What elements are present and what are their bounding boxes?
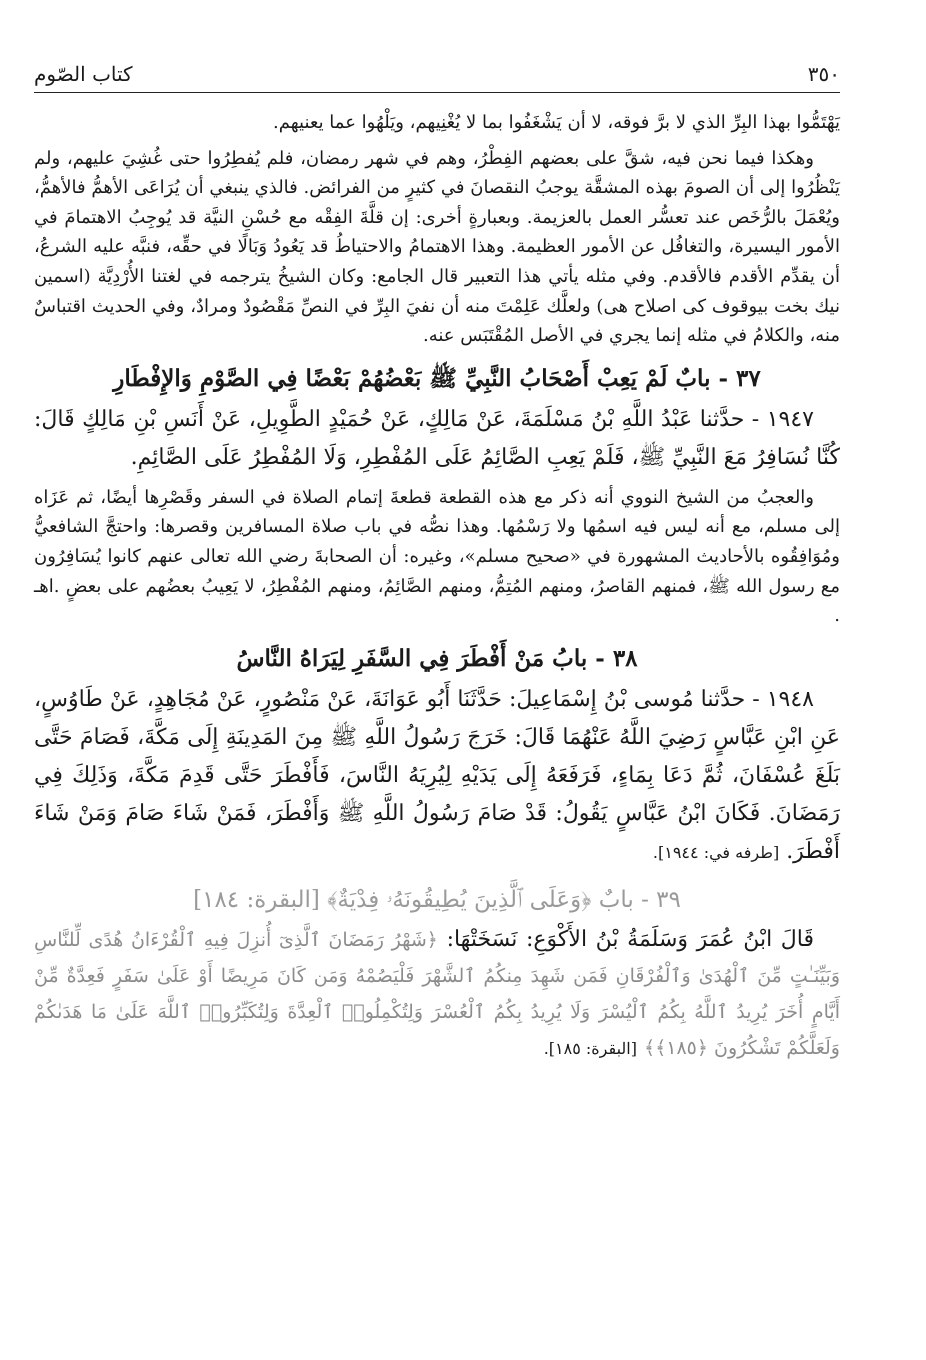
- chapter-heading-37: ٣٧ - بابٌ لَمْ يَعِبْ أَصْحَابُ النَّبِيِّ ﷺ بَعْضُهُمْ بَعْضًا فِي الصَّوْمِ وَالإِفْطَارِ: [113, 364, 761, 392]
- page-header: [34, 52, 840, 93]
- chapter-heading-38: ٣٨ - بابُ مَنْ أَفْطَرَ فِي السَّفَرِ لِيَرَاهُ النَّاسُ: [236, 644, 638, 672]
- chapter-heading-39: ٣٩ - بابٌ ﴿وَعَلَى ٱلَّذِينَ يُطِيقُونَهُۥ فِدْيَةٌ﴾ [البقرة: ١٨٤]: [193, 886, 681, 913]
- quran-verse: ﴿شَهْرُ رَمَضَانَ ٱلَّذِىٓ أُنزِلَ فِيهِ ٱلْقُرْءَانُ هُدًى لِّلنَّاسِ وَبَيِّنَـٰتٍ مِّنَ ٱلْهُدَىٰ وَٱلْفُرْقَانِ فَمَن شَهِدَ مِنكُمُ ٱلشَّهْرَ فَلْيَصُمْهُ وَمَن كَانَ مَرِيضًا أَوْ عَلَىٰ سَفَرٍ فَعِدَّةٌ مِّنْ أَيَّامٍ أُخَرَ يُرِيدُ ٱللَّهُ بِكُمُ ٱلْيُسْرَ وَلَا يُرِيدُ بِكُمُ ٱلْعُسْرَ وَلِتُكْمِلُوا۟ ٱلْعِدَّةَ وَلِتُكَبِّرُوا۟ ٱللَّهَ عَلَىٰ مَا هَدَىٰكُمْ وَلَعَلَّكُمْ تَشْكُرُونَ ﴿١٨٥﴾﴾: [34, 928, 840, 1059]
- hadith-39: [34, 922, 840, 1067]
- hadith-1948-text: ١٩٤٨ - حدَّثنا مُوسى بْنُ إِسْمَاعِيلَ: حَدَّثَنَا أَبُو عَوَانَةَ، عَنْ مَنْصُورٍ، عَنْ مُجَاهِدٍ، عَنْ طَاوُسٍ، عَنِ ابْنِ عَبَّاسٍ رَضِيَ اللَّهُ عَنْهُمَا قَالَ: خَرَجَ رَسُولُ اللَّهِ ﷺ مِنَ المَدِينَةِ إِلَى مَكَّةَ، فَصَامَ حَتَّى بَلَغَ عُسْفَانَ، ثُمَّ دَعَا بِمَاءٍ، فَرَفَعَهُ إِلَى يَدَيْهِ لِيُرِيَهُ النَّاسَ، فَأَفْطَرَ حَتَّى قَدِمَ مَكَّةَ، وَذَلِكَ فِي رَمَضَانَ. فَكَانَ ابْنُ عَبَّاسٍ يَقُولُ: قَدْ صَامَ رَسُولُ اللَّهِ ﷺ وَأَفْطَرَ، فَمَنْ شَاءَ صَامَ وَمَنْ شَاءَ أَفْطَرَ.: [34, 686, 840, 864]
- verse-reference: [البقرة: ١٨٥].: [543, 1038, 637, 1058]
- page-number: ٣٥٠: [807, 62, 840, 86]
- hadith-1947: ١٩٤٧ - حدَّثنا عَبْدُ اللَّهِ بْنُ مَسْلَمَةَ، عَنْ مَالِكٍ، عَنْ حُمَيْدٍ الطَّوِيلِ، عَنْ أَنَسِ بْنِ مَالِكٍ قَالَ: كُنَّا نُسَافِرُ مَعَ النَّبِيِّ ﷺ، فَلَمْ يَعِبِ الصَّائِمُ عَلَى المُفْطِرِ، وَلَا المُفْطِرُ عَلَى الصَّائِمِ.: [34, 406, 840, 470]
- book-title: كتاب الصّوم: [34, 62, 133, 86]
- commentary-paragraph: يَهْتَمُّوا بهذا البِرِّ الذي لا برَّ فوقه، لا أن يَشْغَفُوا بما لا يُغْنِيهم، ويَلْهُوا عما يعنيهم.: [273, 112, 840, 133]
- hadith-1948: [34, 681, 840, 872]
- commentary-paragraph: والعجبُ من الشيخ النووي أنه ذكر مع هذه القطعة قطعةَ إتمام الصلاة في السفر وقَصْرِها أيضًا، ثم عَزَاه إلى مسلم، مع أنه ليس فيه اسمُها ولا رَسْمُها. وهذا نصُّه في باب صلاة المسافرين وقصرها: واحتجَّ الشافعيُّ ومُوَافِقُوه بالأحاديث المشهورة في «صحيح مسلم»، وغيره: أن الصحابةَ رضي الله تعالى عنهم كانوا يُسَافِرُون مع رسول الله ﷺ، فمنهم القاصرُ، ومنهم المُتِمُّ، ومنهم الصَّائِمُ، ومنهم المُفْطِرُ، لا يَعِيبُ بعضُهم على بعضٍ .اهـ .: [34, 486, 840, 627]
- hadith-1948-reference: [طرفه في: ١٩٤٤].: [652, 842, 780, 862]
- commentary-paragraph: وهكذا فيما نحن فيه، شقَّ على بعضهم الفِطْرُ، وهم في شهر رمضان، فلم يُفطِرُوا حتى غُشِيَ عليهم، ولم يَنْظُرُوا إلى أن الصومَ بهذه المشقَّة يوجبُ النقصانَ في كثيرٍ من الفرائض. فالذي ينبغي أن يُرَاعَى الأهمُّ فالأهمُّ، ويُعْمَلَ بالرُّخَص عند تعسُّر العمل بالعزيمة. وبعبارةٍ أخرى: إن قلَّةَ الفِقْه مع حُسْنِ النيَّة قد يُوجِبُ الاهتمامَ في الأمور اليسيرة، والتغافُل عن الأمور العظيمة. وهذا الاهتمامُ والاحتياطُ قد يَعُودُ وَبَالًا في حقِّه، فنبَّه عليه الشرعُ، أن يقدِّم الأقدم فالأقدم. وفي مثله يأتي هذا التعبير قال الجامع: وكان الشيخُ يترجمه في لغتنا الأُرْدِيَّة (اسمين نيك بخت بيوقوف كى اصلاح هى) ولعلَّك عَلِمْتَ منه أن نفيَ البِرِّ في النصِّ مَقْصُودٌ ومرادٌ، وفي الحديث اقتباسٌ منه، والكلامُ في مثله إنما يجري في الأصل المُقْتَبَس عنه.: [34, 147, 840, 347]
- page-body: [34, 108, 840, 1073]
- hadith-39-intro: قَالَ ابْنُ عُمَرَ وَسَلَمَةُ بْنُ الأَكْوَعِ: نَسَخَتْهَا:: [446, 926, 815, 952]
